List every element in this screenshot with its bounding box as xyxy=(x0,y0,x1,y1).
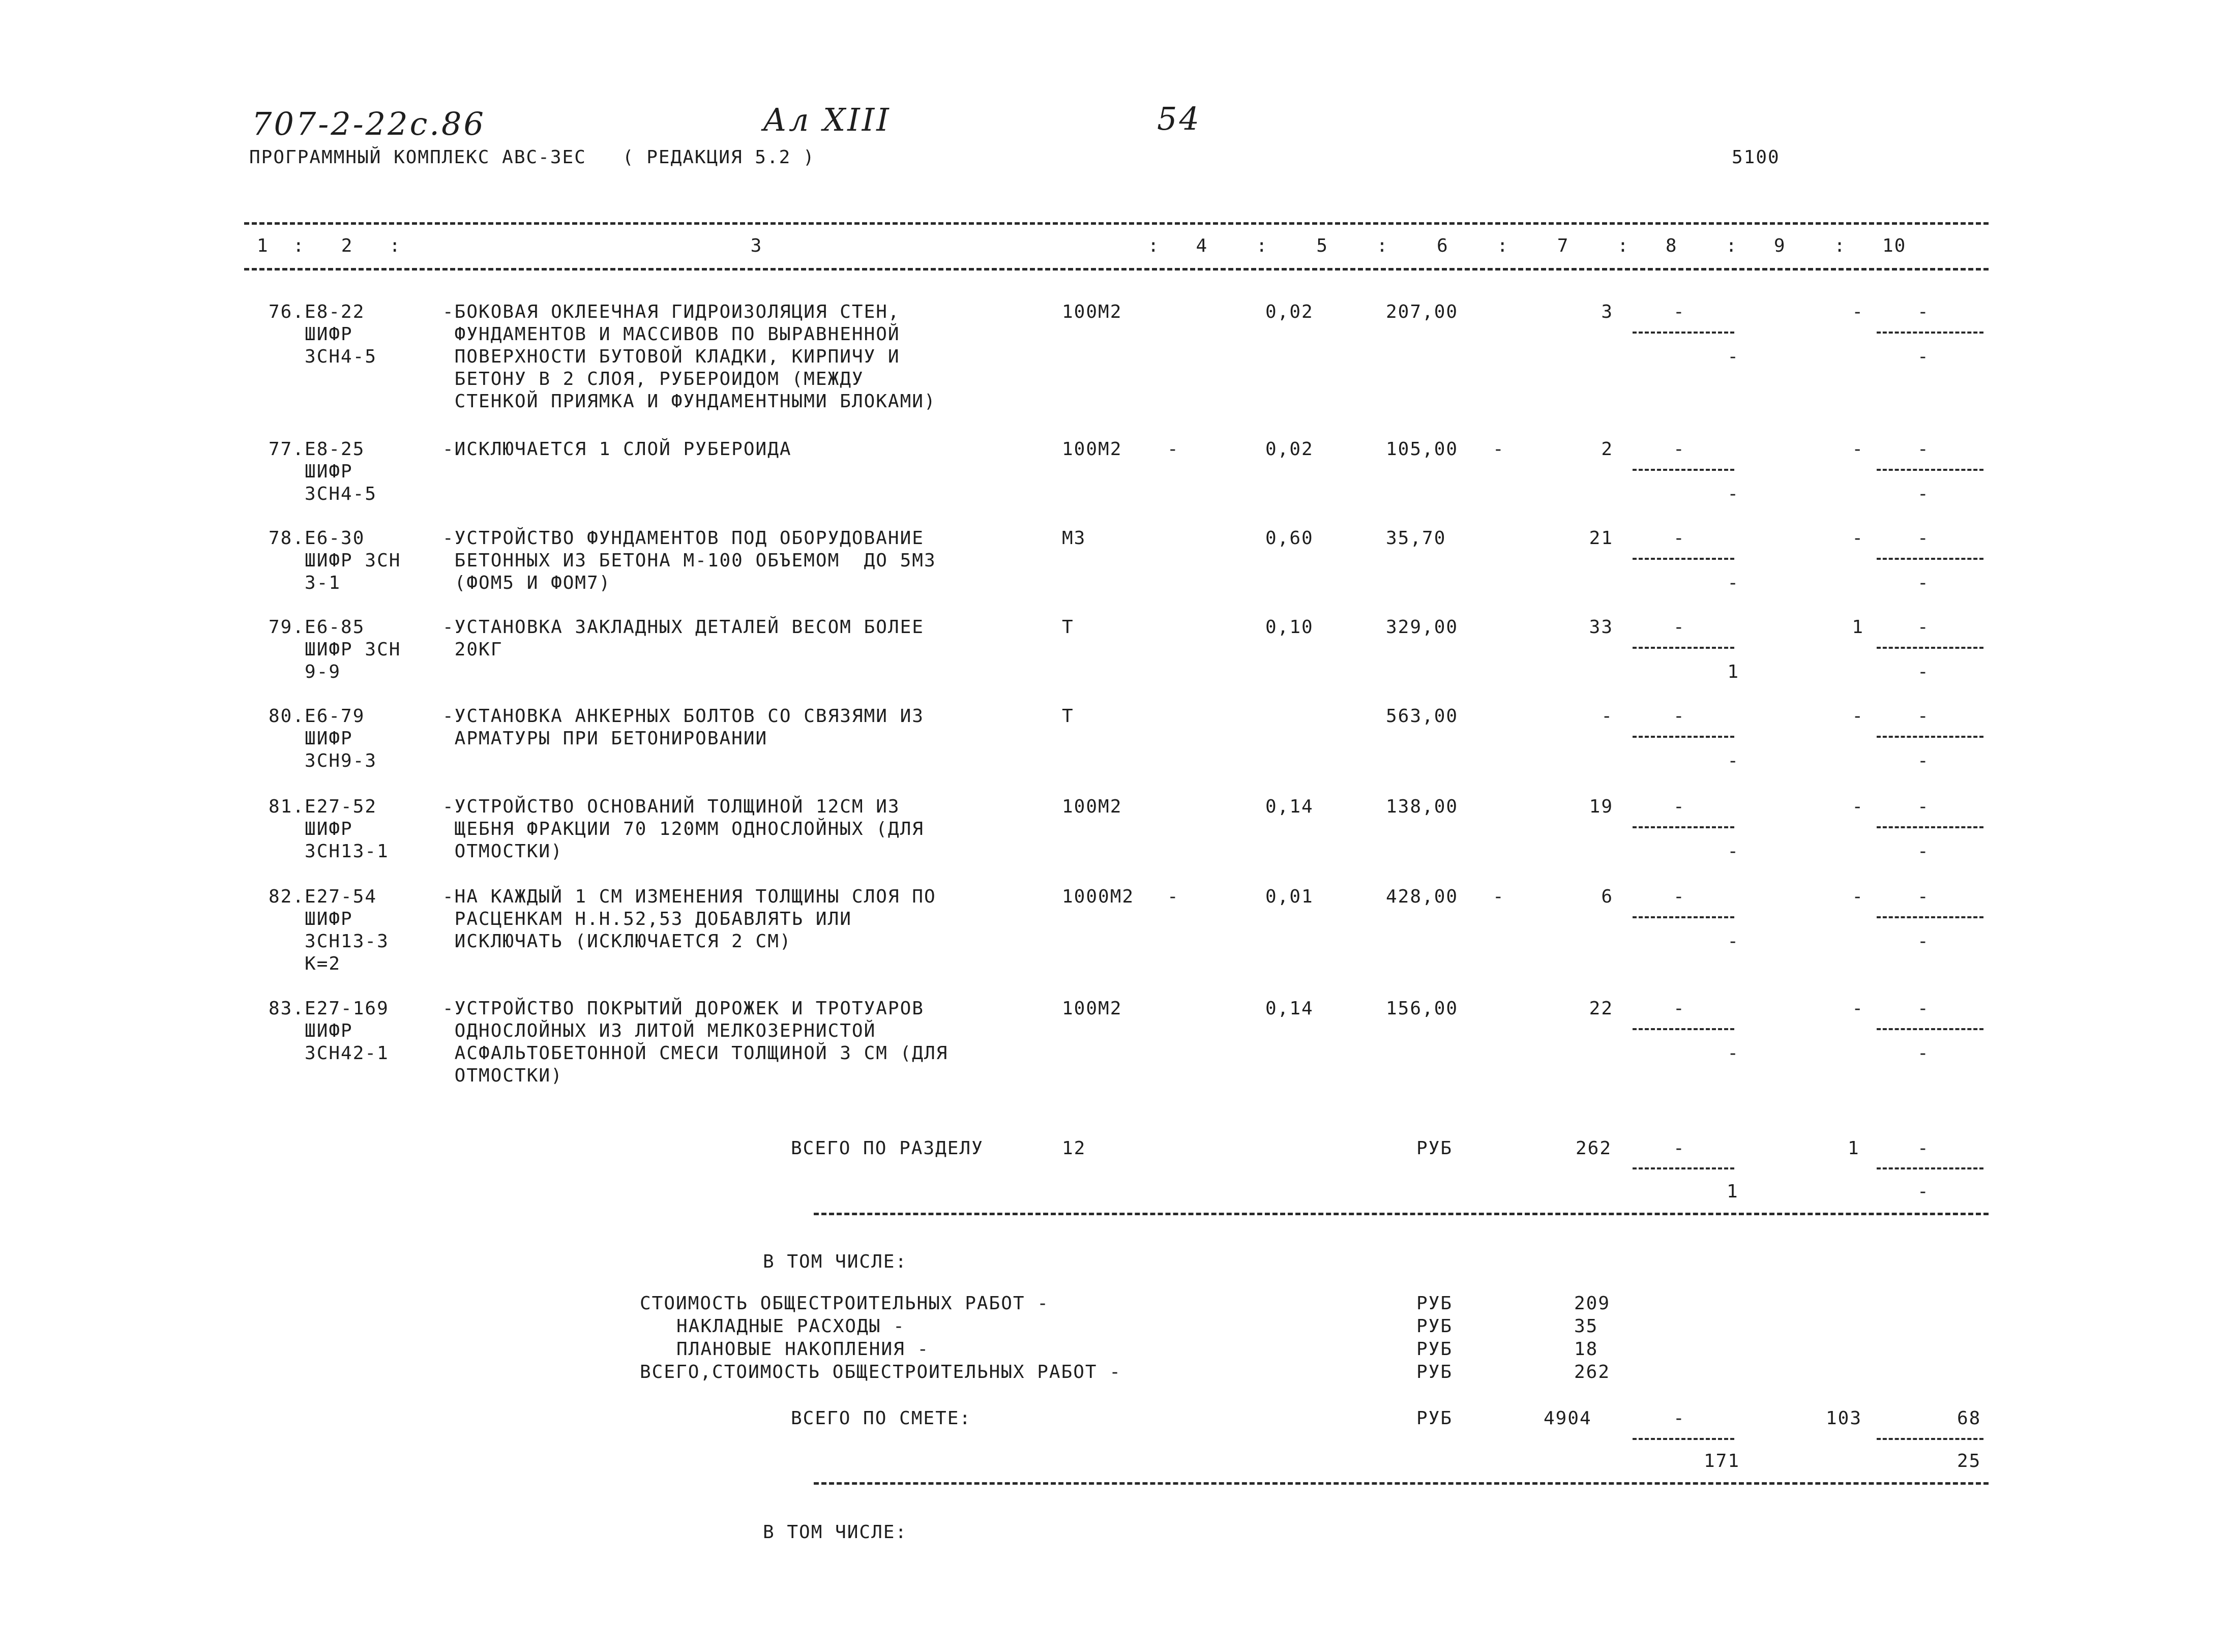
row-c9-value: - xyxy=(1852,886,1864,907)
row-price: 563,00 xyxy=(1386,706,1459,727)
row-c10-rule xyxy=(1877,916,1983,918)
breakdown-currency: РУБ xyxy=(1416,1362,1453,1383)
breakdown-currency: РУБ xyxy=(1416,1339,1453,1360)
row-c8-bottom: - xyxy=(1727,484,1739,504)
section-total-currency: РУБ xyxy=(1416,1138,1453,1159)
estimate-total-amount: 4904 xyxy=(1544,1408,1592,1429)
breakdown-label: ПЛАНОВЫЕ НАКОПЛЕНИЯ - xyxy=(676,1339,930,1360)
row-unit: 100М2 xyxy=(1062,998,1122,1019)
row-c10-top: - xyxy=(1917,528,1930,549)
row-number-line: ШИФР xyxy=(269,461,353,482)
section-total-c10-top: - xyxy=(1917,1138,1930,1159)
row-unit: 100М2 xyxy=(1062,302,1122,322)
row-unit: Т xyxy=(1062,617,1074,638)
breakdown-label: НАКЛАДНЫЕ РАСХОДЫ - xyxy=(676,1316,905,1337)
row-description-line: -ИСКЛЮЧАЕТСЯ 1 СЛОЙ РУБЕРОИДА xyxy=(442,439,792,460)
row-c8-top: - xyxy=(1673,528,1685,549)
estimate-total-c8-bottom: 171 xyxy=(1704,1451,1740,1471)
row-description-line: АРМАТУРЫ ПРИ БЕТОНИРОВАНИИ xyxy=(442,728,768,749)
row-description-line: -УСТРОЙСТВО ОСНОВАНИЙ ТОЛЩИНОЙ 12СМ ИЗ xyxy=(442,796,900,817)
row-quantity: 0,14 xyxy=(1265,998,1314,1019)
row-number-line: ЗСН9-3 xyxy=(269,750,377,771)
row-c9-value: 1 xyxy=(1852,617,1864,638)
row-description-line: ЩЕБНЯ ФРАКЦИИ 70 120ММ ОДНОСЛОЙНЫХ (ДЛЯ xyxy=(442,819,924,839)
row-description-line: ОТМОСТКИ) xyxy=(442,1065,563,1086)
breakdown-value: 209 xyxy=(1574,1293,1611,1314)
estimate-total-bottom-rule xyxy=(814,1482,1989,1485)
row-c10-bottom: - xyxy=(1917,484,1930,504)
row-c10-top: - xyxy=(1917,439,1930,460)
row-description-line: -УСТАНОВКА ЗАКЛАДНЫХ ДЕТАЛЕЙ ВЕСОМ БОЛЕЕ xyxy=(442,617,924,638)
breakdown-label: СТОИМОСТЬ ОБЩЕСТРОИТЕЛЬНЫХ РАБОТ - xyxy=(640,1293,1049,1314)
row-c8-top: - xyxy=(1673,796,1685,817)
row-c10-top: - xyxy=(1917,886,1930,907)
handwritten-page-number: 54 xyxy=(1157,100,1201,137)
row-c8-bottom: - xyxy=(1727,931,1739,952)
row-c10-rule xyxy=(1877,469,1983,471)
row-c8-rule xyxy=(1633,647,1734,649)
handwritten-album-number: Ал XIII xyxy=(763,101,891,138)
row-number-line: ШИФР xyxy=(269,819,353,839)
row-number-line: 80.Е6-79 xyxy=(269,706,365,727)
row-c8-top: - xyxy=(1673,439,1685,460)
row-number-line: ЗСН13-3 xyxy=(269,931,389,952)
row-quantity: 0,14 xyxy=(1265,796,1314,817)
including-label: В ТОМ ЧИСЛЕ: xyxy=(763,1251,908,1272)
row-price: 35,70 xyxy=(1386,528,1446,549)
row-quantity: 0,10 xyxy=(1265,617,1314,638)
row-description-line: БЕТОННЫХ ИЗ БЕТОНА М-100 ОБЪЕМОМ ДО 5М3 xyxy=(442,550,936,571)
row-c10-top: - xyxy=(1917,796,1930,817)
row-c7-value: 3 xyxy=(1601,302,1613,322)
row-c10-rule xyxy=(1877,736,1983,738)
section-total-bottom-rule xyxy=(814,1213,1989,1215)
handwritten-project-code: 707-2-22с.86 xyxy=(252,105,486,142)
row-number-line: 82.Е27-54 xyxy=(269,886,377,907)
row-number-line: 3-1 xyxy=(269,573,341,593)
row-price: 329,00 xyxy=(1386,617,1459,638)
row-number-line: ШИФР xyxy=(269,324,353,345)
row-c8-bottom: - xyxy=(1727,1043,1739,1064)
row-c4-mark: - xyxy=(1167,886,1179,907)
row-price: 156,00 xyxy=(1386,998,1459,1019)
section-total-c8-bottom: 1 xyxy=(1727,1181,1739,1202)
section-total-amount: 262 xyxy=(1576,1138,1612,1159)
row-c9-value: - xyxy=(1852,439,1864,460)
row-description-line: РАСЦЕНКАМ Н.Н.52,53 ДОБАВЛЯТЬ ИЛИ xyxy=(442,909,852,929)
row-description-line: -УСТРОЙСТВО ПОКРЫТИЙ ДОРОЖЕК И ТРОТУАРОВ xyxy=(442,998,924,1019)
row-description-line: ОТМОСТКИ) xyxy=(442,841,563,862)
row-number-line: К=2 xyxy=(269,953,341,974)
row-c8-rule xyxy=(1633,332,1734,334)
section-total-label: ВСЕГО ПО РАЗДЕЛУ xyxy=(791,1138,984,1159)
row-c10-bottom: - xyxy=(1917,750,1930,771)
row-unit: 100М2 xyxy=(1062,439,1122,460)
row-c4-mark: - xyxy=(1167,439,1179,460)
estimate-total-c8-top: - xyxy=(1673,1408,1685,1429)
row-c10-top: - xyxy=(1917,302,1930,322)
row-number-line: 9-9 xyxy=(269,662,341,682)
row-c7-value: 21 xyxy=(1589,528,1613,549)
row-quantity: 0,01 xyxy=(1265,886,1314,907)
estimate-total-c10-bottom: 25 xyxy=(1957,1451,1981,1471)
row-unit: Т xyxy=(1062,706,1074,727)
row-c10-rule xyxy=(1877,826,1983,828)
row-c8-bottom: - xyxy=(1727,573,1739,593)
row-description-line: 20КГ xyxy=(442,639,503,660)
row-c8-rule xyxy=(1633,558,1734,560)
row-c10-bottom: - xyxy=(1917,841,1930,862)
row-c9-value: - xyxy=(1852,998,1864,1019)
row-c8-bottom: 1 xyxy=(1727,662,1739,682)
row-quantity: 0,60 xyxy=(1265,528,1314,549)
row-description-line: ИСКЛЮЧАТЬ (ИСКЛЮЧАЕТСЯ 2 СМ) xyxy=(442,931,792,952)
row-quantity: 0,02 xyxy=(1265,439,1314,460)
program-title: ПРОГРАММНЫЙ КОМПЛЕКС АВС-3ЕС ( РЕДАКЦИЯ 5.2 ) xyxy=(249,147,815,168)
row-c7-value: 19 xyxy=(1589,796,1613,817)
row-c8-top: - xyxy=(1673,886,1685,907)
row-c7-value: - xyxy=(1601,706,1613,727)
row-c8-top: - xyxy=(1673,706,1685,727)
row-c9-value: - xyxy=(1852,706,1864,727)
row-description-line: -УСТАНОВКА АНКЕРНЫХ БОЛТОВ СО СВЯЗЯМИ ИЗ xyxy=(442,706,924,727)
estimate-total-c10-rule xyxy=(1877,1438,1983,1440)
breakdown-currency: РУБ xyxy=(1416,1316,1453,1337)
section-total-c10-bottom: - xyxy=(1917,1181,1930,1202)
row-number-line: ШИФР xyxy=(269,909,353,929)
row-c10-bottom: - xyxy=(1917,1043,1930,1064)
row-c8-top: - xyxy=(1673,617,1685,638)
section-total-c8-rule xyxy=(1633,1167,1734,1169)
row-number-line: ЗСН42-1 xyxy=(269,1043,389,1064)
breakdown-value: 35 xyxy=(1574,1316,1598,1337)
row-number-line: ШИФР xyxy=(269,728,353,749)
breakdown-label: ВСЕГО,СТОИМОСТЬ ОБЩЕСТРОИТЕЛЬНЫХ РАБОТ - xyxy=(640,1362,1121,1383)
row-c9-value: - xyxy=(1852,302,1864,322)
estimate-total-c10-top: 68 xyxy=(1957,1408,1981,1429)
row-description-line: -БОКОВАЯ ОКЛЕЕЧНАЯ ГИДРОИЗОЛЯЦИЯ СТЕН, xyxy=(442,302,900,322)
row-number-line: 83.Е27-169 xyxy=(269,998,389,1019)
row-c8-rule xyxy=(1633,736,1734,738)
row-description-line: -УСТРОЙСТВО ФУНДАМЕНТОВ ПОД ОБОРУДОВАНИЕ xyxy=(442,528,924,549)
section-total-c10-rule xyxy=(1877,1167,1983,1169)
row-number-line: 79.Е6-85 xyxy=(269,617,365,638)
row-number-line: 78.Е6-30 xyxy=(269,528,365,549)
row-c9-value: - xyxy=(1852,528,1864,549)
row-quantity: 0,02 xyxy=(1265,302,1314,322)
row-number-line: 81.Е27-52 xyxy=(269,796,377,817)
row-number-line: ЗСН4-5 xyxy=(269,346,377,367)
row-description-line: АСФАЛЬТОБЕТОННОЙ СМЕСИ ТОЛЩИНОЙ 3 СМ (ДЛЯ xyxy=(442,1043,949,1064)
row-c10-bottom: - xyxy=(1917,573,1930,593)
breakdown-currency: РУБ xyxy=(1416,1293,1453,1314)
row-c10-rule xyxy=(1877,647,1983,649)
row-c10-rule xyxy=(1877,558,1983,560)
row-number-line: 76.Е8-22 xyxy=(269,302,365,322)
row-description-line: (ФОМ5 И ФОМ7) xyxy=(442,573,611,593)
row-c9-value: - xyxy=(1852,796,1864,817)
estimate-total-label: ВСЕГО ПО СМЕТЕ: xyxy=(791,1408,972,1429)
row-description-line: ФУНДАМЕНТОВ И МАССИВОВ ПО ВЫРАВНЕННОЙ xyxy=(442,324,900,345)
row-c10-rule xyxy=(1877,332,1983,334)
row-number-line: ШИФР ЗСН xyxy=(269,550,401,571)
column-header-row: 1 : 2 : 3 : 4 : 5 : 6 : 7 : 8 : 9 : 10 xyxy=(257,235,1907,256)
row-c8-bottom: - xyxy=(1727,346,1739,367)
row-c8-top: - xyxy=(1673,998,1685,1019)
row-c10-top: - xyxy=(1917,617,1930,638)
row-number-line: ЗСН13-1 xyxy=(269,841,389,862)
row-description-line: СТЕНКОЙ ПРИЯМКА И ФУНДАМЕНТНЫМИ БЛОКАМИ) xyxy=(442,391,936,412)
breakdown-value: 262 xyxy=(1574,1362,1611,1383)
row-c10-bottom: - xyxy=(1917,346,1930,367)
row-description-line: БЕТОНУ В 2 СЛОЯ, РУБЕРОИДОМ (МЕЖДУ xyxy=(442,369,864,389)
row-price: 138,00 xyxy=(1386,796,1459,817)
row-price: 207,00 xyxy=(1386,302,1459,322)
row-unit: 100М2 xyxy=(1062,796,1122,817)
row-c8-rule xyxy=(1633,916,1734,918)
row-c10-bottom: - xyxy=(1917,931,1930,952)
row-price: 105,00 xyxy=(1386,439,1459,460)
row-c7-value: 33 xyxy=(1589,617,1613,638)
row-c6-mark: - xyxy=(1493,439,1505,460)
row-description-line: ОДНОСЛОЙНЫХ ИЗ ЛИТОЙ МЕЛКОЗЕРНИСТОЙ xyxy=(442,1020,876,1041)
column-header-bottom-rule xyxy=(244,268,1989,271)
row-c10-bottom: - xyxy=(1917,662,1930,682)
row-c8-rule xyxy=(1633,469,1734,471)
section-total-count: 12 xyxy=(1062,1138,1086,1159)
row-unit: М3 xyxy=(1062,528,1086,549)
document-number: 5100 xyxy=(1732,147,1780,168)
row-c10-top: - xyxy=(1917,998,1930,1019)
estimate-total-currency: РУБ xyxy=(1416,1408,1453,1429)
row-c8-rule xyxy=(1633,826,1734,828)
row-c8-bottom: - xyxy=(1727,841,1739,862)
estimate-total-c8-rule xyxy=(1633,1438,1734,1440)
row-c8-rule xyxy=(1633,1028,1734,1030)
row-c6-mark: - xyxy=(1493,886,1505,907)
row-c7-value: 2 xyxy=(1601,439,1613,460)
row-c8-top: - xyxy=(1673,302,1685,322)
breakdown-value: 18 xyxy=(1574,1339,1598,1360)
row-c8-bottom: - xyxy=(1727,750,1739,771)
row-unit: 1000М2 xyxy=(1062,886,1135,907)
row-number-line: 77.Е8-25 xyxy=(269,439,365,460)
row-c7-value: 6 xyxy=(1601,886,1613,907)
row-price: 428,00 xyxy=(1386,886,1459,907)
section-total-c9: 1 xyxy=(1848,1138,1860,1159)
row-c7-value: 22 xyxy=(1589,998,1613,1019)
row-c10-top: - xyxy=(1917,706,1930,727)
including-label-2: В ТОМ ЧИСЛЕ: xyxy=(763,1522,908,1543)
row-number-line: ЗСН4-5 xyxy=(269,484,377,504)
row-description-line: ПОВЕРХНОСТИ БУТОВОЙ КЛАДКИ, КИРПИЧУ И xyxy=(442,346,900,367)
section-total-c8-top: - xyxy=(1673,1138,1685,1159)
row-description-line: -НА КАЖДЫЙ 1 СМ ИЗМЕНЕНИЯ ТОЛЩИНЫ СЛОЯ ПО xyxy=(442,886,936,907)
row-number-line: ШИФР ЗСН xyxy=(269,639,401,660)
table-top-rule xyxy=(244,222,1989,225)
row-c10-rule xyxy=(1877,1028,1983,1030)
row-number-line: ШИФР xyxy=(269,1020,353,1041)
estimate-total-c9: 103 xyxy=(1826,1408,1862,1429)
